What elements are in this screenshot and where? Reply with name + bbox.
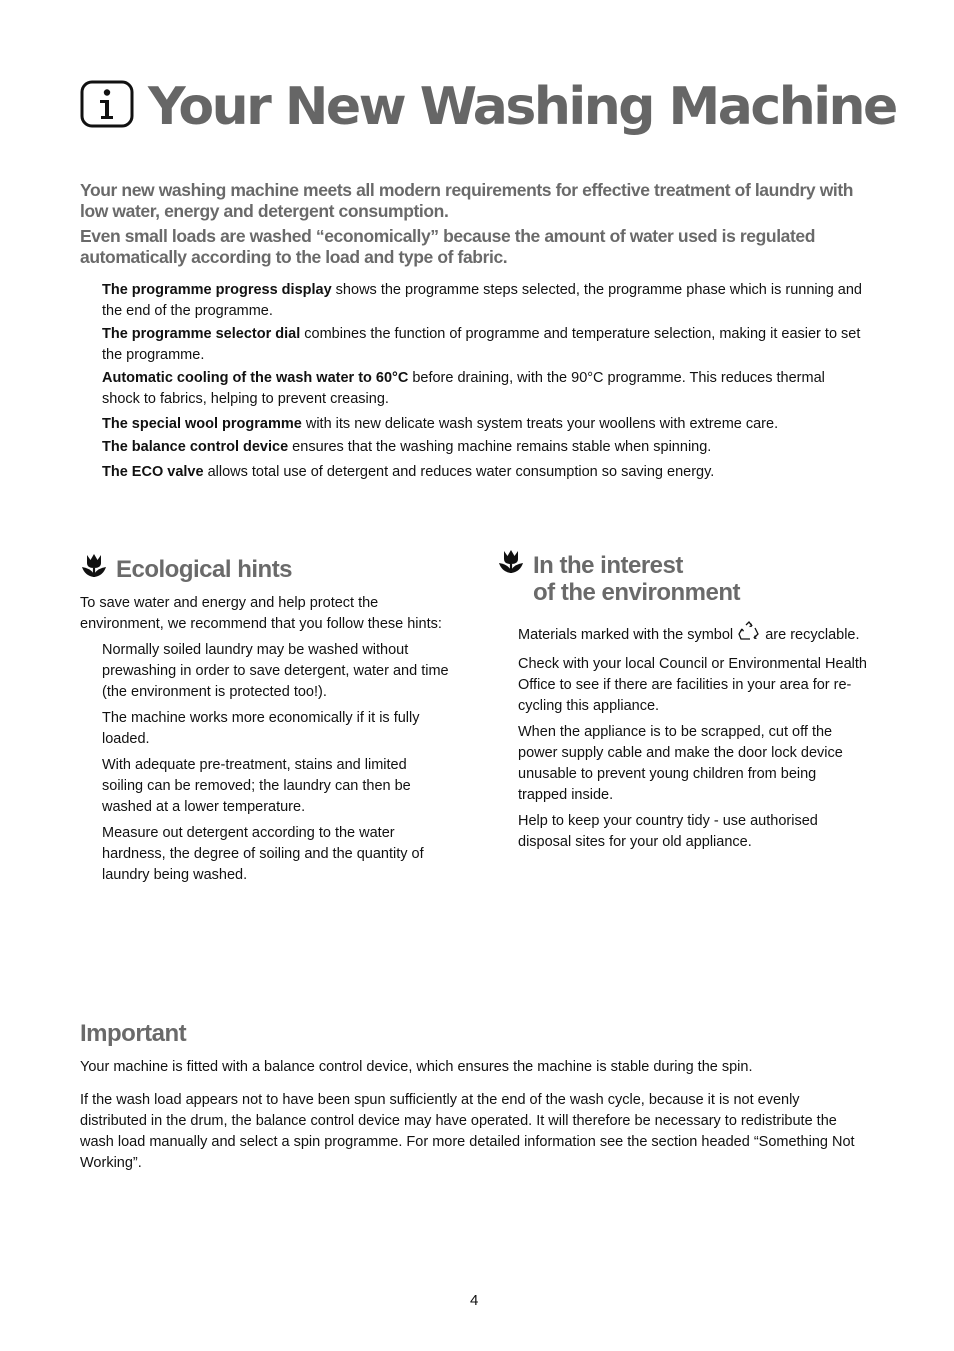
ecological-hints-intro: To save water and energy and help protect the environment, we recommend that you follow these hints: [80, 595, 442, 632]
feature-description: allows total use of detergent and reduces water consumption so saving energy. [203, 464, 715, 480]
feature-name: The balance control device [102, 439, 289, 455]
page-header [80, 76, 896, 137]
hint-item: The machine works more economically if it is fully loaded. [102, 710, 420, 747]
ecological-hints-header [80, 550, 450, 585]
feature-list [102, 280, 862, 483]
environment-header [497, 548, 867, 606]
recyclable-paragraph [518, 620, 868, 649]
environment-paragraph: Help to keep your country tidy - use authorised disposal sites for your old appliance. [518, 813, 818, 850]
environment-title-line-2: of the environment [533, 579, 741, 606]
feature-name: The special wool programme [102, 416, 302, 432]
feature-item [102, 462, 862, 483]
feature-item [102, 414, 862, 435]
environment-section [497, 548, 867, 858]
hint-item: Measure out detergent according to the water hardness, the degree of soiling and the quantity of laundry being washed. [102, 825, 424, 883]
intro-paragraph-1: Your new washing machine meets all modern requirements for effective treatment of laundry with low water, energy and detergent consumption. [80, 180, 854, 221]
ecological-hints-title: Ecological hints [116, 556, 293, 583]
feature-description: with its new delicate wash system treats your woollens with extreme care. [301, 416, 779, 432]
tulip-icon [497, 548, 525, 581]
feature-item [102, 368, 862, 410]
feature-item [102, 280, 862, 322]
info-icon [80, 80, 134, 133]
environment-paragraph: When the appliance is to be scrapped, cut off the power supply cable and make the door lock device unusable to prevent young children from being trapped inside. [518, 724, 843, 803]
ecological-hints-section [80, 550, 450, 891]
feature-description: ensures that the washing machine remains stable when spinning. [288, 439, 712, 455]
page-title: Your New Washing Machine [148, 76, 896, 137]
feature-description: before draining, with the 90°C programme. This reduces thermal shock to fabrics, helping to prevent creasing. [102, 370, 825, 407]
feature-item [102, 324, 862, 366]
recycle-icon [737, 620, 761, 649]
feature-item [102, 437, 862, 458]
feature-description: combines the function of programme and temperature selection, making it easier to set the programme. [102, 326, 861, 363]
environment-title-line-1: In the interest [533, 552, 683, 579]
page-number: 4 [470, 1292, 479, 1309]
hint-item: Normally soiled laundry may be washed without prewashing in order to save detergent, water and time (the environment is protected too!). [102, 642, 449, 700]
feature-name: The programme progress display [102, 282, 332, 298]
environment-paragraph: Check with your local Council or Environmental Health Office to see if there are facilities in your area for re-cycling this appliance. [518, 656, 867, 714]
hint-list [80, 640, 450, 886]
feature-description: shows the programme steps selected, the programme phase which is running and the end of the programme. [102, 282, 862, 319]
important-title: Important [80, 1020, 187, 1047]
important-paragraph-1: Your machine is fitted with a balance control device, which ensures the machine is stable during the spin. [80, 1059, 753, 1075]
feature-name: The programme selector dial [102, 326, 301, 342]
environment-title [533, 552, 740, 606]
feature-name: Automatic cooling of the wash water to 60°C [102, 370, 409, 386]
recyclable-text-after: are recyclable. [765, 627, 860, 643]
hint-item: With adequate pre-treatment, stains and limited soiling can be removed; the laundry can then be washed at a lower temperature. [102, 757, 411, 815]
intro-paragraph-2: Even small loads are washed “economically” because the amount of water used is regulated automatically according to the load and type of fabric. [80, 226, 816, 267]
tulip-icon [80, 552, 108, 585]
recyclable-text-before: Materials marked with the symbol [518, 627, 734, 643]
environment-paragraphs [497, 620, 868, 853]
important-paragraph-2: If the wash load appears not to have been spun sufficiently at the end of the wash cycle, because it is not evenly distributed in the drum, the balance control device may have operated. It will therefore be necessary to redistribute the wash load manually and select a spin programme. For more detailed information see the section headed “Something Not Working”. [80, 1092, 855, 1171]
feature-name: The ECO valve [102, 464, 204, 480]
